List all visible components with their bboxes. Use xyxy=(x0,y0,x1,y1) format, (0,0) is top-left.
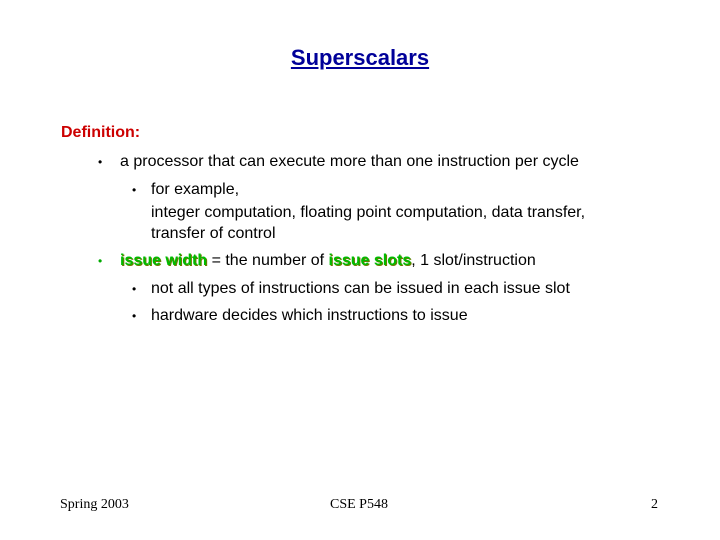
slide-title: Superscalars xyxy=(290,45,430,70)
bullet-1-text: a processor that can execute more than one instruction per cycle xyxy=(120,153,579,170)
term-issue-width: issue width xyxy=(120,252,208,269)
subbullet-1-1-glyph: • xyxy=(132,183,137,197)
definition-label: Definition: xyxy=(61,124,141,141)
bullet-2-middle: = the number of xyxy=(207,252,329,269)
bullet-2-glyph: • xyxy=(98,254,103,268)
footer-course: CSE P548 xyxy=(330,497,388,512)
subbullet-2-2-glyph: • xyxy=(132,309,137,323)
bullet-2-text xyxy=(120,252,536,270)
subbullet-1-1-line-3: transfer of control xyxy=(151,225,276,242)
footer-date: Spring 2003 xyxy=(60,497,129,512)
term-issue-slots: issue slots xyxy=(328,252,412,269)
subbullet-2-1-glyph: • xyxy=(132,282,137,296)
footer-page-number: 2 xyxy=(651,497,658,512)
subbullet-1-1-line-1: for example, xyxy=(151,181,240,198)
subbullet-2-2-text: hardware decides which instructions to issue xyxy=(151,307,468,324)
bullet-1-glyph: • xyxy=(98,155,103,169)
subbullet-1-1-line-2: integer computation, floating point computation, data transfer, xyxy=(151,204,586,221)
subbullet-2-1-text: not all types of instructions can be issued in each issue slot xyxy=(151,280,570,297)
bullet-2-tail: , 1 slot/instruction xyxy=(411,252,536,269)
